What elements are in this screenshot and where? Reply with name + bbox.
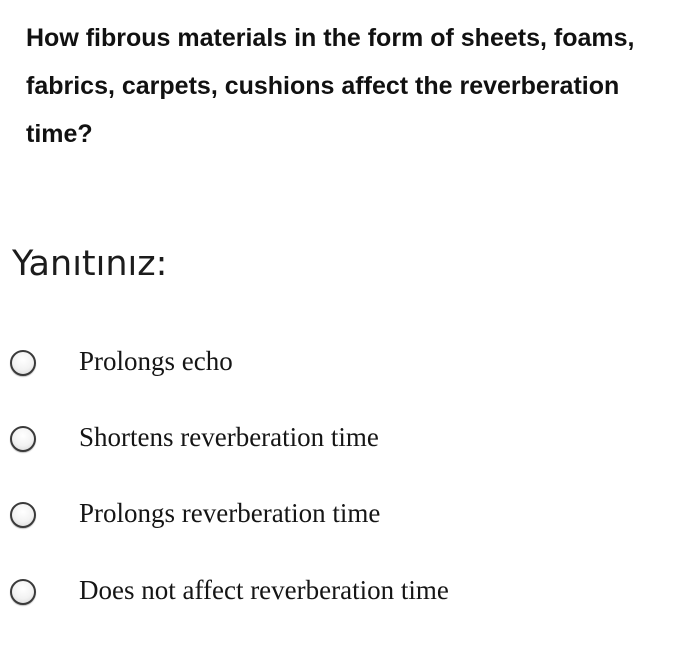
radio-unchecked-icon[interactable]	[10, 579, 36, 605]
option-does-not-affect-reverberation-time[interactable]	[0, 569, 700, 619]
option-label[interactable]: Prolongs echo	[79, 346, 233, 376]
answer-heading: Yanıtınız:	[12, 244, 168, 284]
option-label[interactable]: Shortens reverberation time	[79, 422, 379, 452]
option-label[interactable]: Prolongs reverberation time	[79, 498, 381, 528]
radio-unchecked-icon[interactable]	[10, 350, 36, 376]
option-prolongs-reverberation-time[interactable]	[0, 492, 700, 542]
option-prolongs-echo[interactable]	[0, 340, 700, 390]
question-text: How fibrous materials in the form of sheets, foams, fabrics, carpets, cushions affect the reverberation time?	[26, 24, 635, 148]
option-shortens-reverberation-time[interactable]	[0, 416, 700, 466]
option-label[interactable]: Does not affect reverberation time	[79, 575, 449, 605]
radio-unchecked-icon[interactable]	[10, 502, 36, 528]
radio-unchecked-icon[interactable]	[10, 426, 36, 452]
